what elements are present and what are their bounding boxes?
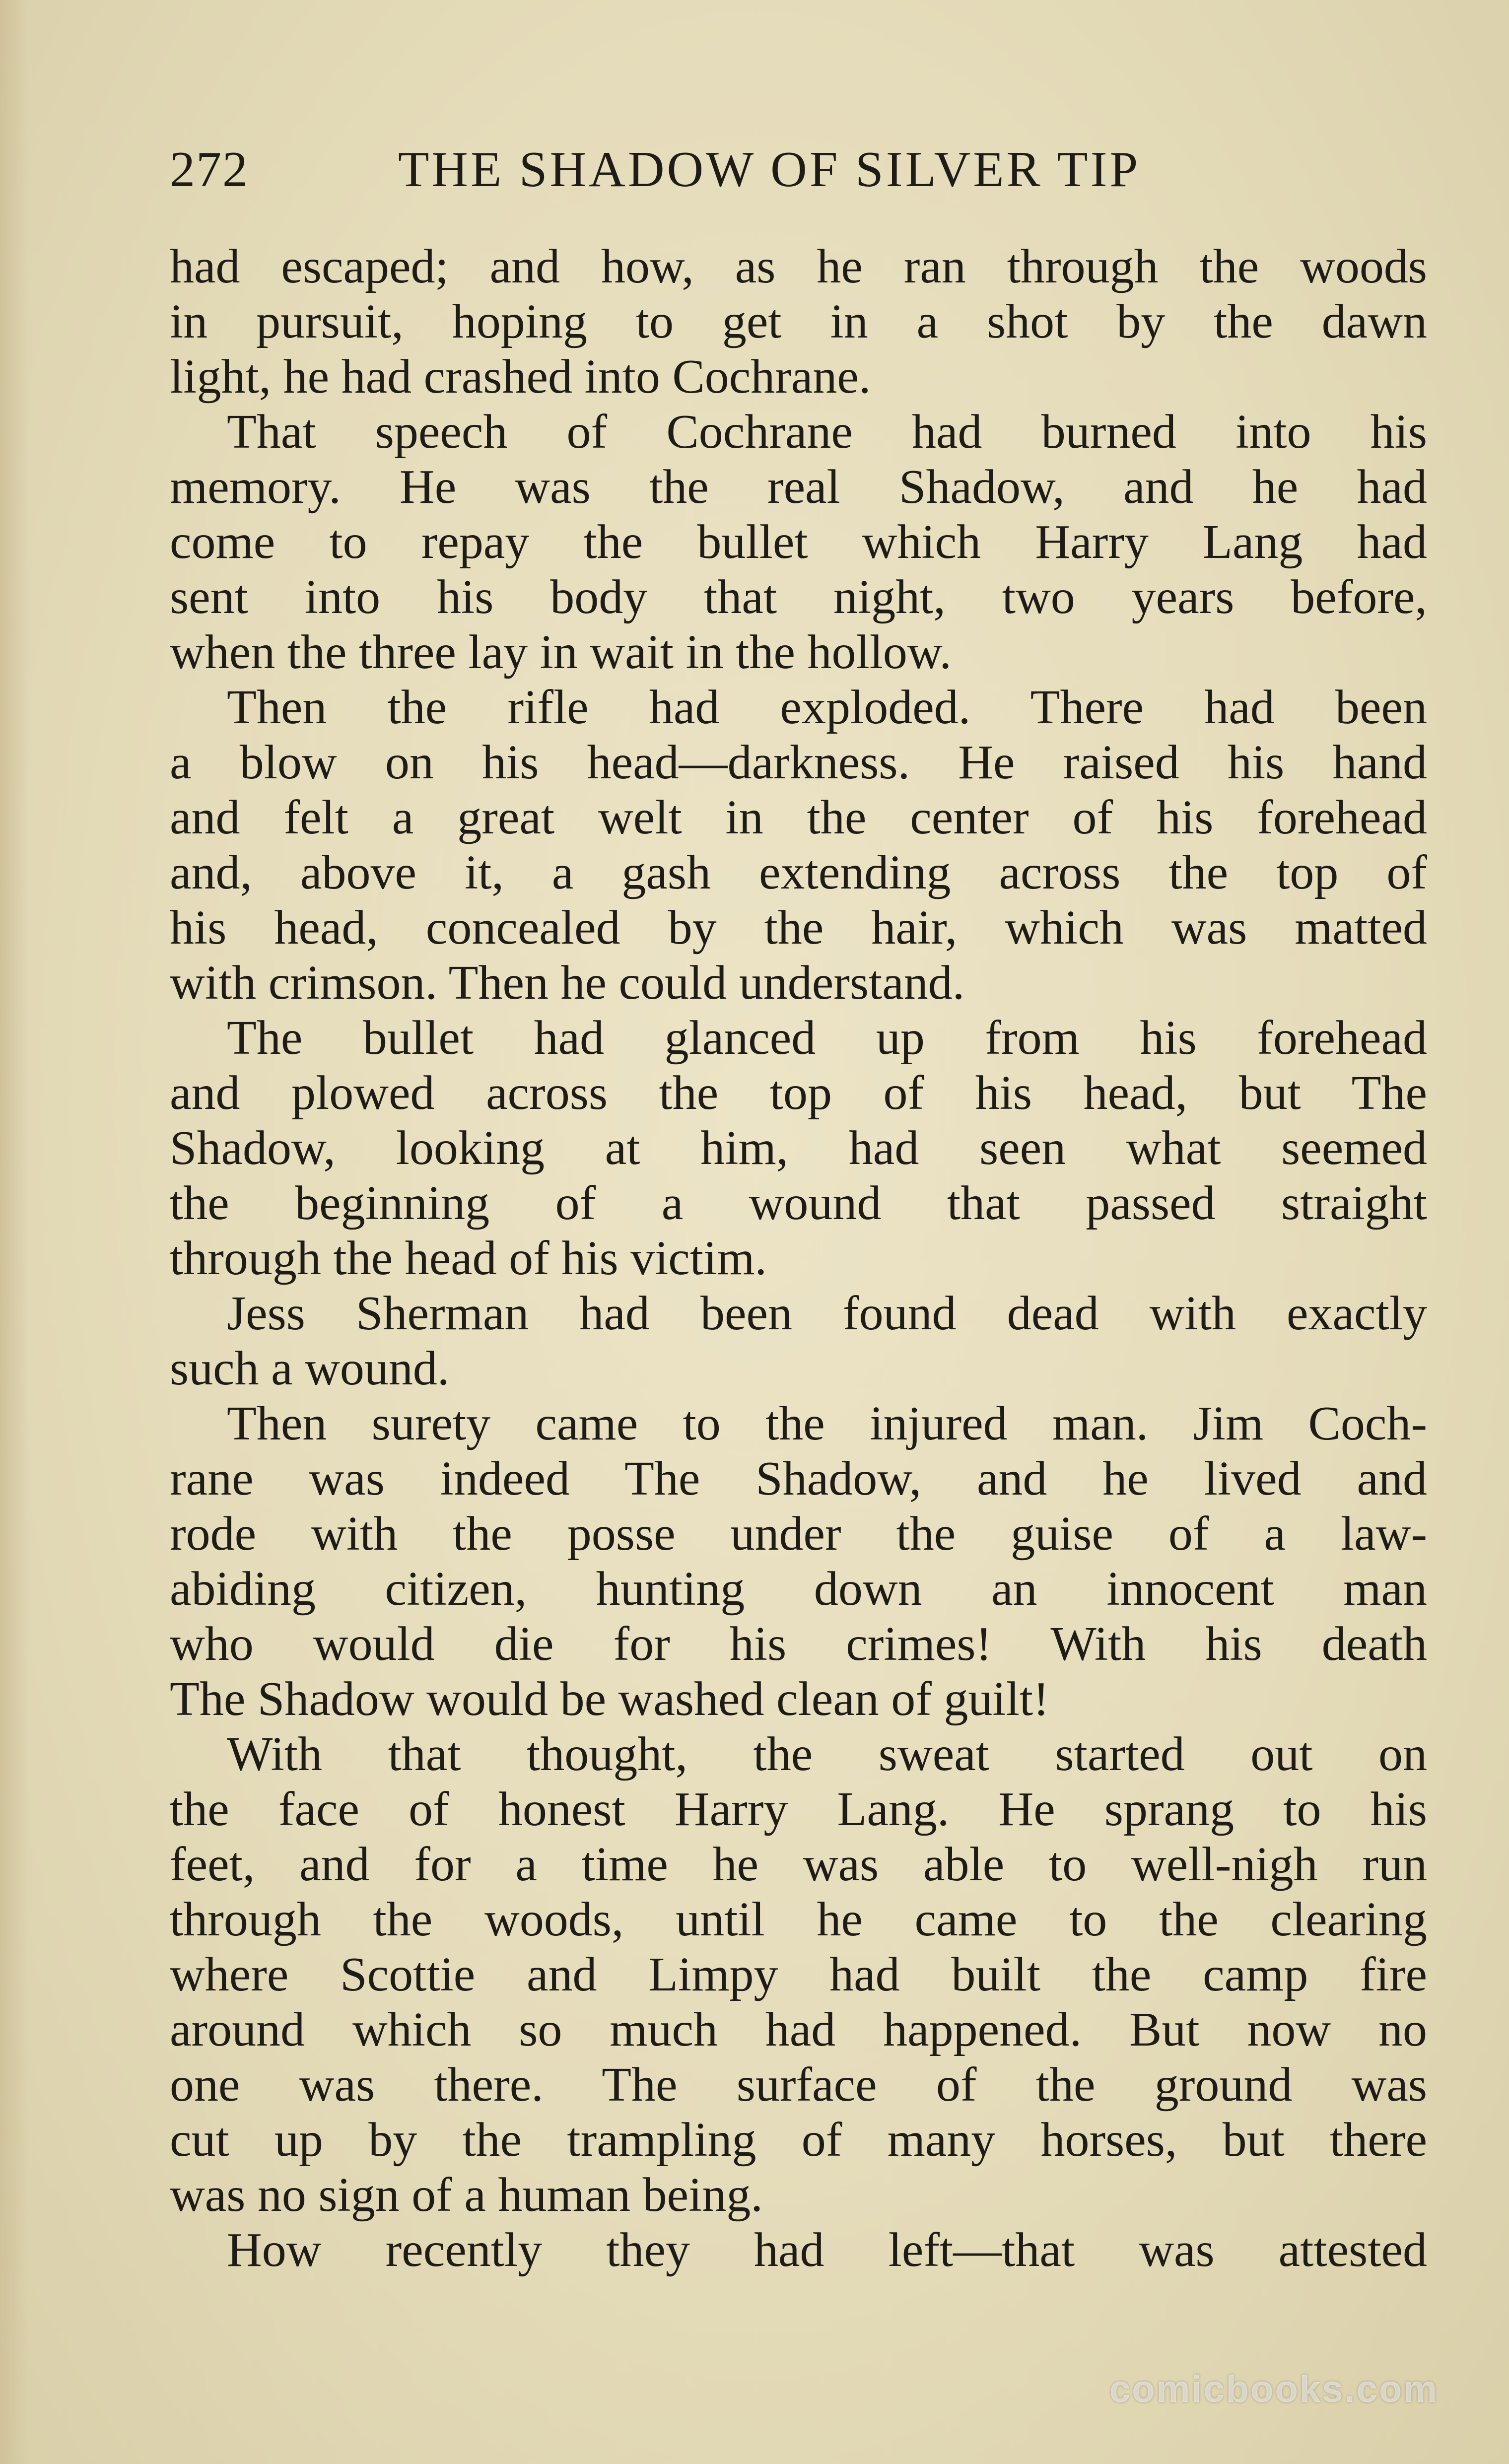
text-line: light, he had crashed into Cochrane. [170, 350, 871, 404]
text-line: the beginning of a wound that passed straight [170, 1176, 1427, 1230]
page-number: 272 [170, 141, 249, 198]
text-line: feet, and for a time he was able to well-nigh run [170, 1838, 1427, 1891]
text-line: when the three lay in wait in the hollow. [170, 625, 952, 679]
text-line: and felt a great welt in the center of his forehead [170, 791, 1427, 844]
text-line: through the woods, until he came to the clearing [170, 1893, 1427, 1946]
text-line: through the head of his victim. [170, 1232, 767, 1285]
text-line: one was there. The surface of the ground was [170, 2058, 1427, 2112]
text-line: The Shadow would be washed clean of guilt! [170, 1672, 1049, 1726]
text-line: such a wound. [170, 1342, 450, 1395]
text-line: come to repay the bullet which Harry Lang had [170, 515, 1427, 569]
text-line: sent into his body that night, two years before, [170, 570, 1427, 624]
text-line: and, above it, a gash extending across the top of [170, 846, 1427, 899]
text-line: The bullet had glanced up from his forehead [227, 1011, 1427, 1065]
text-line: who would die for his crimes! With his death [170, 1617, 1427, 1671]
text-line: With that thought, the sweat started out on [227, 1727, 1427, 1781]
watermark: comicbooks.com [1109, 2368, 1439, 2410]
text-line: memory. He was the real Shadow, and he had [170, 460, 1427, 514]
text-line: was no sign of a human being. [170, 2168, 763, 2222]
text-line: where Scottie and Limpy had built the camp fire [170, 1948, 1427, 2001]
page-edge-shadow [0, 0, 30, 2464]
text-line: Jess Sherman had been found dead with exactly [227, 1287, 1427, 1340]
text-line: Shadow, looking at him, had seen what seemed [170, 1121, 1427, 1175]
text-line: rane was indeed The Shadow, and he lived and [170, 1452, 1427, 1506]
text-line: with crimson. Then he could understand. [170, 956, 965, 1010]
running-head: THE SHADOW OF SILVER TIP [398, 141, 1141, 198]
text-line: a blow on his head—darkness. He raised his hand [170, 736, 1427, 789]
text-line: How recently they had left—that was attested [227, 2223, 1427, 2277]
text-line: abiding citizen, hunting down an innocent man [170, 1562, 1427, 1616]
text-line: Then surety came to the injured man. Jim Coch- [227, 1397, 1427, 1450]
text-line: and plowed across the top of his head, but The [170, 1066, 1427, 1120]
text-line: around which so much had happened. But now no [170, 2003, 1427, 2056]
text-line: the face of honest Harry Lang. He sprang to his [170, 1782, 1427, 1836]
text-line: rode with the posse under the guise of a law- [170, 1507, 1427, 1561]
text-line: That speech of Cochrane had burned into his [227, 405, 1427, 459]
page-header [170, 130, 1455, 209]
text-line: Then the rifle had exploded. There had been [227, 681, 1427, 734]
text-line: had escaped; and how, as he ran through the woods [170, 240, 1427, 293]
text-line: in pursuit, hoping to get in a shot by the dawn [170, 295, 1427, 348]
body-text [170, 239, 1427, 2278]
text-line: cut up by the trampling of many horses, but there [170, 2113, 1427, 2167]
text-line: his head, concealed by the hair, which was matted [170, 901, 1427, 955]
